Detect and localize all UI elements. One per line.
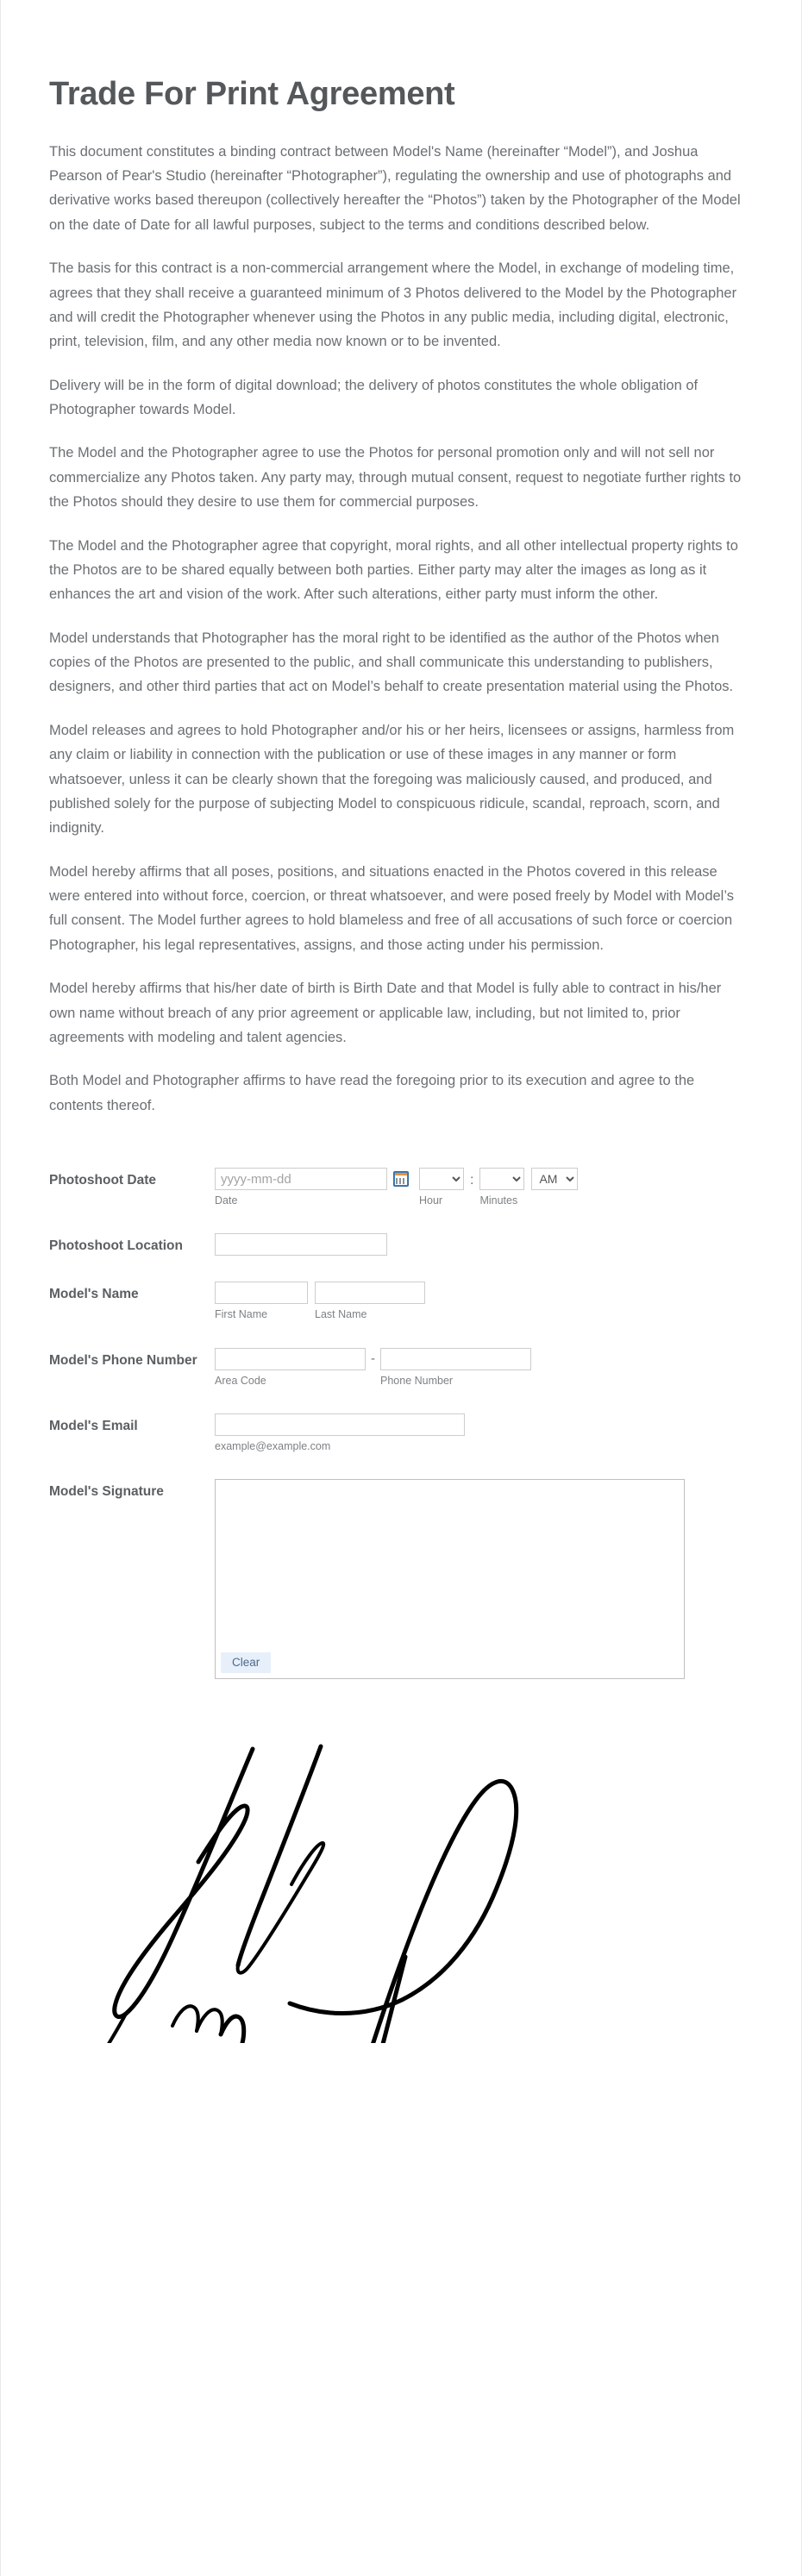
photoshoot-location-label: Photoshoot Location <box>49 1238 183 1254</box>
photoshoot-date-label: Photoshoot Date <box>49 1173 156 1188</box>
time-separator: : <box>470 1173 474 1188</box>
model-name-label: Model's Name <box>49 1287 139 1302</box>
ampm-select[interactable] <box>531 1168 578 1190</box>
document-body <box>1 0 801 1118</box>
hour-sublabel: Hour <box>419 1194 443 1207</box>
model-area-code-input[interactable] <box>215 1348 366 1370</box>
photoshoot-location-input[interactable] <box>215 1233 387 1256</box>
signature-canvas[interactable] <box>215 1479 685 1679</box>
model-phone-label: Model's Phone Number <box>49 1352 197 1368</box>
paragraph-9: Model hereby affirms that his/her date of birth is Birth Date and that Model is fully able to contract in his/her own name without breach of any prior agreement or applicable law, including, but not limited to, prior agreements with modeling and talent agencies. <box>49 981 722 1045</box>
model-first-name-input[interactable] <box>215 1282 308 1304</box>
page-title: Trade For Print Agreement <box>49 76 455 112</box>
phone-separator: - <box>371 1351 375 1366</box>
agreement-form <box>1 1168 801 2043</box>
photoshoot-date-input[interactable] <box>215 1168 387 1190</box>
field-photoshoot-date <box>49 1168 751 1207</box>
paragraph-3: Delivery will be in the form of digital download; the delivery of photos constitutes the whole obligation of Photographer towards Model. <box>49 377 699 418</box>
paragraph-5: The Model and the Photographer agree that copyright, moral rights, and all other intellectual property rights to the Photos are to be shared equally between both parties. Either party may alter the images as long as it enhances the art and vision of the work. After such alterations, either party must inform the other. <box>49 537 738 603</box>
signature-image <box>0 1707 802 2043</box>
phone-number-sublabel: Phone Number <box>380 1374 454 1387</box>
email-sublabel: example@example.com <box>215 1439 331 1452</box>
calendar-icon[interactable] <box>393 1171 409 1187</box>
clear-signature-button[interactable]: Clear <box>221 1652 271 1673</box>
field-model-signature <box>49 1479 751 1679</box>
hour-select[interactable] <box>419 1168 464 1190</box>
paragraph-6: Model understands that Photographer has the moral right to be identified as the author of the Photos when copies of the Photos are presented to the public, and shall communicate this understanding to publishers, designers, and other third parties that act on Model’s behalf to create presentation material using the Photos. <box>49 630 734 695</box>
paragraph-1: This document constitutes a binding contract between Model's Name (hereinafter “Model”), and Joshua Pearson of Pear's Studio (hereinafter “Photographer”), regulating the ownership and use of photographs and derivative works based thereupon (collectively hereafter the “Photos”) taken by the Photographer of the Model on the date of Date for all lawful purposes, subject to the terms and conditions described below. <box>49 143 741 233</box>
model-signature-label: Model's Signature <box>49 1484 164 1500</box>
area-code-sublabel: Area Code <box>215 1374 266 1387</box>
paragraph-4: The Model and the Photographer agree to use the Photos for personal promotion only and will not sell nor commercialize any Photos taken. Any party may, through mutual consent, request to negotiate further rights to the Photos should they desire to use them for commercial purposes. <box>49 445 742 511</box>
paragraph-10: Both Model and Photographer affirms to have read the foregoing prior to its execution and agree to the contents thereof. <box>49 1073 695 1113</box>
paragraph-2: The basis for this contract is a non-commercial arrangement where the Model, in exchange of modeling time, agrees that they shall receive a guaranteed minimum of 3 Photos delivered to the Model by the Photographer and will credit the Photographer whenever using the Photos in any public media, including digital, electronic, print, television, film, and any other media now known or to be invented. <box>49 260 737 350</box>
field-model-email <box>49 1413 751 1453</box>
last-name-sublabel: Last Name <box>315 1308 367 1321</box>
field-model-phone <box>49 1348 751 1388</box>
model-phone-number-input[interactable] <box>380 1348 531 1370</box>
first-name-sublabel: First Name <box>215 1308 268 1321</box>
paragraph-8: Model hereby affirms that all poses, positions, and situations enacted in the Photos covered in this release were entered into without force, coercion, or threat whatsoever, and were posed freely by Model with Model’s full consent. The Model further agrees to hold blameless and free of all accusations of such force or coercion Photographer, his legal representatives, assigns, and those acting under his permission. <box>49 863 734 953</box>
field-model-name <box>49 1282 751 1321</box>
model-email-label: Model's Email <box>49 1418 138 1433</box>
photoshoot-date-sublabel: Date <box>215 1194 238 1207</box>
field-photoshoot-location <box>49 1233 751 1256</box>
minutes-sublabel: Minutes <box>479 1194 518 1207</box>
model-last-name-input[interactable] <box>315 1282 425 1304</box>
minutes-select[interactable] <box>479 1168 524 1190</box>
paragraph-7: Model releases and agrees to hold Photographer and/or his or her heirs, licensees or assigns, harmless from any claim or liability in connection with the publication or use of these images in any manner or form whatsoever, unless it can be clearly shown that the foregoing was maliciously caused, and produced, and published solely for the purpose of subjecting Model to conspicuous ridicule, scandal, reproach, scorn, and indignity. <box>49 722 735 837</box>
model-email-input[interactable] <box>215 1413 465 1436</box>
